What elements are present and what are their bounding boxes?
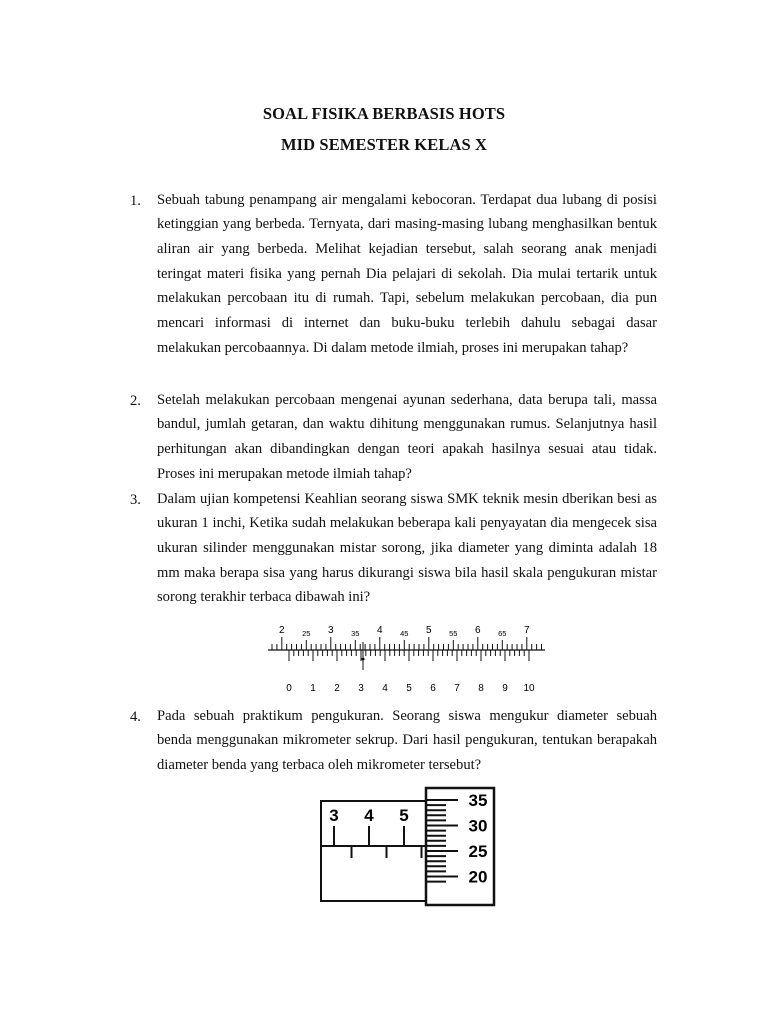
micrometer-figure (316, 786, 501, 908)
caliper-vernier-scale-labels (286, 683, 535, 694)
caliper-main-label: 35 (351, 629, 360, 638)
caliper-vernier-label: 1 (310, 683, 316, 694)
document-title-line1: SOAL FISIKA BERBASIS HOTS (262, 104, 506, 123)
question-3-body: Dalam ujian kompetensi Keahlian seorang siswa SMK teknik mesin dberikan besi as ukuran 1 inchi, Ketika sudah melakukan beberapa kali penyayatan dia mengecek sisa ukuran silinder menggunakan mistar sorong, jika diameter yang diminta adalah 18 mm maka berapa sisa yang harus dikurangi siswa bila hasil skala pengukuran mistar sorong terakhir terbaca dibawah ini? (157, 490, 657, 606)
question-1-text (157, 188, 657, 361)
caliper-main-label: 65 (498, 629, 507, 638)
caliper-vernier-label: 8 (478, 683, 484, 694)
caliper-main-label: 3 (328, 625, 334, 636)
micrometer-sleeve-label: 5 (399, 806, 409, 825)
question-3-text (157, 487, 657, 611)
question-4-number: 4. (130, 709, 141, 725)
micrometer-sleeve-label: 3 (329, 806, 339, 825)
question-2-text (157, 388, 657, 487)
caliper-vernier-label: 9 (502, 683, 508, 694)
micrometer-thimble-label: 25 (468, 842, 488, 861)
question-1-body: Sebuah tabung penampang air mengalami kebocoran. Terdapat dua lubang di posisi ketinggian yang berbeda. Ternyata, dari masing-masing lubang menghasilkan bentuk aliran air yang berbeda. Melihat kejadian tersebut, salah seorang anak menjadi teringat materi fisika yang pernah Dia pelajari di sekolah. Dia mulai tertarik untuk melakukan percobaan itu di rumah. Tapi, sebelum melakukan percobaan, dia pun mencari informasi di internet dan buku-buku terlebih dahulu sebagai dasar melakukan percobaannya. Di dalam metode ilmiah, proses ini merupakan tahap? (157, 191, 657, 356)
caliper-vernier-label: 2 (334, 683, 340, 694)
caliper-vernier-label: 7 (454, 683, 460, 694)
caliper-main-label: 45 (400, 629, 409, 638)
caliper-vernier-label: 0 (286, 683, 292, 694)
question-4-text (157, 704, 657, 778)
question-4-body: Pada sebuah praktikum pengukuran. Seorang siswa mengukur diameter sebuah benda menggunakan mikrometer sekrup. Dari hasil pengukuran, tentukan berapakah diameter benda yang terbaca oleh mikrometer tersebut? (157, 707, 657, 773)
caliper-main-label: 7 (524, 625, 530, 636)
caliper-main-label: 2 (279, 625, 285, 636)
micrometer-sleeve-label: 4 (364, 806, 374, 825)
caliper-main-scale-labels (279, 625, 530, 638)
caliper-main-label: 55 (449, 629, 458, 638)
micrometer-thimble-label: 35 (468, 791, 488, 810)
caliper-coincidence-star: ✦ (359, 655, 367, 664)
caliper-vernier-label: 3 (358, 683, 364, 694)
caliper-main-scale-ticks (272, 637, 542, 650)
caliper-vernier-label: 6 (430, 683, 436, 694)
question-2-body: Setelah melakukan percobaan mengenai ayunan sederhana, data berupa tali, massa bandul, jumlah getaran, dan waktu dihitung menggunakan rumus. Selanjutnya hasil perhitungan akan dibandingkan dengan teori apakah hasilnya sesuai atau tidak. Proses ini merupakan metode ilmiah tahap? (157, 391, 657, 482)
document-title-line2: MID SEMESTER KELAS X (280, 135, 487, 154)
question-2-number: 2. (130, 393, 141, 409)
question-3-number: 3. (130, 492, 141, 508)
caliper-main-label: 6 (475, 625, 481, 636)
caliper-main-label: 5 (426, 625, 432, 636)
micrometer-thimble-label: 20 (468, 867, 488, 887)
caliper-main-label: 4 (377, 625, 383, 636)
caliper-vernier-label: 5 (406, 683, 412, 694)
caliper-main-label: 25 (302, 629, 311, 638)
question-1-number: 1. (130, 193, 141, 209)
vernier-caliper-figure (262, 618, 552, 698)
caliper-vernier-label: 10 (523, 683, 535, 694)
micrometer-thimble-label: 30 (468, 816, 488, 836)
caliper-vernier-label: 4 (382, 683, 388, 694)
caliper-vernier-scale-ticks (289, 650, 529, 661)
